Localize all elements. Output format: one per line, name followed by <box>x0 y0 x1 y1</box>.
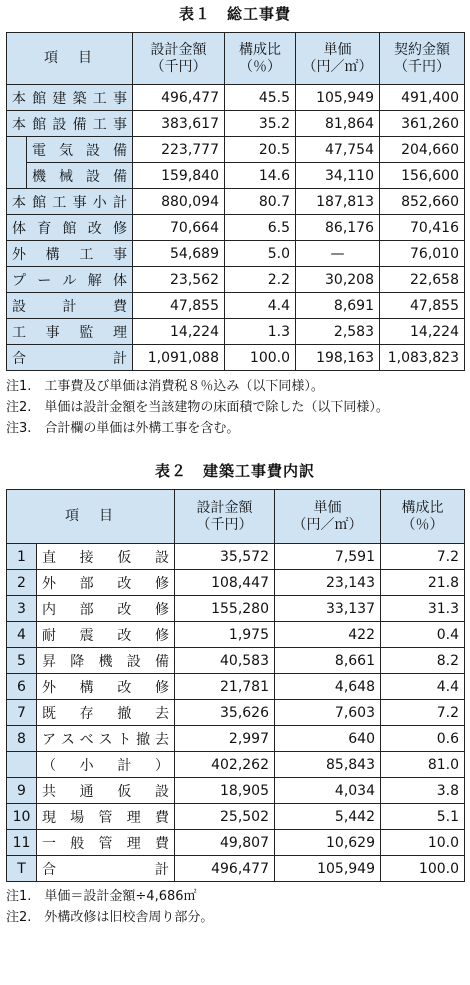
table1-cell: 1.3 <box>225 319 296 345</box>
table2-cell: 7.2 <box>381 700 465 726</box>
table2-row-label: 直 接 仮 設 <box>37 544 175 570</box>
table2-cell: 5.1 <box>381 804 465 830</box>
table2-cell: 31.3 <box>381 596 465 622</box>
table1-row <box>7 267 465 293</box>
table1-row <box>7 189 465 215</box>
table2-cell: 21.8 <box>381 570 465 596</box>
table1-note: 注3. 合計欄の単価は外構工事を含む。 <box>6 421 240 436</box>
table2-row <box>7 778 465 804</box>
table1-cell: 491,400 <box>380 85 465 111</box>
table1-cell: 2,583 <box>296 319 380 345</box>
table1-cell: 81,864 <box>296 111 380 137</box>
table1-row-label: 本 館 設 備 工 事 <box>7 111 133 137</box>
table1-cell: 156,600 <box>380 163 465 189</box>
table1-header-item: 項 目 <box>7 33 133 85</box>
table2-row <box>7 804 465 830</box>
table2-row-label: 既 存 撤 去 <box>37 700 175 726</box>
table1-note: 注2. 単価は設計金額を当該建物の床面積で除した（以下同様）。 <box>6 400 389 415</box>
table1-row-label: プ ー ル 解 体 <box>7 267 133 293</box>
table1-row <box>7 293 465 319</box>
table1-row <box>7 215 465 241</box>
table1-cell: 4.4 <box>225 293 296 319</box>
table1-row-label: 工 事 監 理 <box>7 319 133 345</box>
table1-row-label: 外 構 工 事 <box>7 241 133 267</box>
document-page <box>0 2 470 985</box>
table2-cell: 4.4 <box>381 674 465 700</box>
table1-header-contract-amount: 契約金額 （千円） <box>380 33 465 85</box>
table2-row <box>7 830 465 856</box>
table2-row-label: 現 場 管 理 費 <box>37 804 175 830</box>
table1-cell: 8,691 <box>296 293 380 319</box>
table2-cell: 23,143 <box>275 570 381 596</box>
table2-row-number: 10 <box>7 804 37 830</box>
table1-cell: 496,477 <box>133 85 225 111</box>
table2-row-label: （ 小 計 ） <box>37 752 175 778</box>
table2-cell: 8.2 <box>381 648 465 674</box>
table2-cell: 40,583 <box>175 648 275 674</box>
table2-cell: 85,843 <box>275 752 381 778</box>
table2-row <box>7 570 465 596</box>
table2-row-number: 5 <box>7 648 37 674</box>
table1-cell: 76,010 <box>380 241 465 267</box>
table2-row-label: 外 部 改 修 <box>37 570 175 596</box>
table2-cell: 100.0 <box>381 856 465 882</box>
table1-cell: 23,562 <box>133 267 225 293</box>
table1-row-label: 本 館 工 事 小 計 <box>7 189 133 215</box>
table2-row-number: 1 <box>7 544 37 570</box>
table2-cell: 155,280 <box>175 596 275 622</box>
table1-cell: 1,091,088 <box>133 345 225 371</box>
table2-cell: 496,477 <box>175 856 275 882</box>
table2-header-ratio: 構成比 （％） <box>381 490 465 544</box>
table2-cell: 640 <box>275 726 381 752</box>
table1-row-label: 電 気 設 備 <box>27 137 133 163</box>
table1-cell: 34,110 <box>296 163 380 189</box>
table2-cell: 33,137 <box>275 596 381 622</box>
table2-row-number <box>7 752 37 778</box>
construction-breakdown-table <box>6 489 465 882</box>
table1-cell: 2.2 <box>225 267 296 293</box>
table2-row-label: 耐 震 改 修 <box>37 622 175 648</box>
table1-header-row <box>7 33 465 85</box>
table2-cell: 21,781 <box>175 674 275 700</box>
table2-row-label: ア ス ベ ス ト 撤 去 <box>37 726 175 752</box>
table1-cell: 880,094 <box>133 189 225 215</box>
table2-row-label: 共 通 仮 設 <box>37 778 175 804</box>
table2-row <box>7 674 465 700</box>
table1-cell: 187,813 <box>296 189 380 215</box>
table2-notes <box>6 886 470 928</box>
table2-cell: 108,447 <box>175 570 275 596</box>
table2-cell: 0.6 <box>381 726 465 752</box>
table2-row-label: 合 計 <box>37 856 175 882</box>
table1-row-label: 機 械 設 備 <box>27 163 133 189</box>
table1-cell: 47,855 <box>133 293 225 319</box>
table1-cell: 14,224 <box>380 319 465 345</box>
table1-cell: 361,260 <box>380 111 465 137</box>
table2-row-label: 内 部 改 修 <box>37 596 175 622</box>
table1-cell: 45.5 <box>225 85 296 111</box>
table1-cell: 1,083,823 <box>380 345 465 371</box>
table1-cell: 54,689 <box>133 241 225 267</box>
table2-cell: 7,603 <box>275 700 381 726</box>
table2-header-design-amount: 設計金額 （千円） <box>175 490 275 544</box>
table2-header-item: 項 目 <box>7 490 175 544</box>
table2-row <box>7 648 465 674</box>
table2-row-number: T <box>7 856 37 882</box>
table2-row <box>7 726 465 752</box>
table2-row-number: 4 <box>7 622 37 648</box>
table1-cell: 5.0 <box>225 241 296 267</box>
table2-title: 表２ 建築工事費内訳 <box>154 462 315 480</box>
table1-header-design-amount: 設計金額 （千円） <box>133 33 225 85</box>
table1-note: 注1. 工事費及び単価は消費税８％込み（以下同様）。 <box>6 379 324 394</box>
table1-cell: 14.6 <box>225 163 296 189</box>
table1-row <box>7 241 465 267</box>
table2-row-number: 11 <box>7 830 37 856</box>
table1-cell: 30,208 <box>296 267 380 293</box>
table2-cell: 8,661 <box>275 648 381 674</box>
table2-cell: 1,975 <box>175 622 275 648</box>
table2-header-unit-price: 単価 （円／㎡） <box>275 490 381 544</box>
table2-cell: 4,034 <box>275 778 381 804</box>
table2-cell: 5,442 <box>275 804 381 830</box>
table2-cell: 25,502 <box>175 804 275 830</box>
table2-header-row <box>7 490 465 544</box>
table2-cell: 10,629 <box>275 830 381 856</box>
table1-row <box>7 137 465 163</box>
table1-indent-cell <box>7 137 27 163</box>
table2-row-label: 一 般 管 理 費 <box>37 830 175 856</box>
table2-cell: 0.4 <box>381 622 465 648</box>
table2-cell: 49,807 <box>175 830 275 856</box>
table2-row-label: 昇 降 機 設 備 <box>37 648 175 674</box>
table2-cell: 7.2 <box>381 544 465 570</box>
table2-row-number: 8 <box>7 726 37 752</box>
table2-row <box>7 856 465 882</box>
table1-cell: 159,840 <box>133 163 225 189</box>
table2-row-number: 3 <box>7 596 37 622</box>
table1-cell: 47,855 <box>380 293 465 319</box>
table2-cell: 3.8 <box>381 778 465 804</box>
table1-row <box>7 163 465 189</box>
table1-cell: — <box>296 241 380 267</box>
table2-cell: 402,262 <box>175 752 275 778</box>
table1-notes <box>6 376 470 439</box>
table1-cell: 105,949 <box>296 85 380 111</box>
table2-row <box>7 544 465 570</box>
table2-row-label: 外 構 改 修 <box>37 674 175 700</box>
table1-cell: 70,416 <box>380 215 465 241</box>
table2-cell: 422 <box>275 622 381 648</box>
table1-cell: 22,658 <box>380 267 465 293</box>
table2-row <box>7 596 465 622</box>
table1-row-label: 合 計 <box>7 345 133 371</box>
table1-cell: 6.5 <box>225 215 296 241</box>
table1-row <box>7 319 465 345</box>
table1-row <box>7 85 465 111</box>
table2-cell: 18,905 <box>175 778 275 804</box>
table2-row-number: 6 <box>7 674 37 700</box>
table2-row <box>7 622 465 648</box>
table1-cell: 47,754 <box>296 137 380 163</box>
table1-cell: 14,224 <box>133 319 225 345</box>
table2-note: 注2. 外構改修は旧校舎周り部分。 <box>6 910 214 925</box>
table2-cell: 105,949 <box>275 856 381 882</box>
table2-cell: 7,591 <box>275 544 381 570</box>
table1-cell: 204,660 <box>380 137 465 163</box>
table1-cell: 223,777 <box>133 137 225 163</box>
table1-cell: 20.5 <box>225 137 296 163</box>
table2-row <box>7 752 465 778</box>
table1-header-unit-price: 単価 （円／㎡） <box>296 33 380 85</box>
table1-row-label: 設 計 費 <box>7 293 133 319</box>
table2-cell: 10.0 <box>381 830 465 856</box>
table1-cell: 852,660 <box>380 189 465 215</box>
table2-cell: 35,626 <box>175 700 275 726</box>
table2-note: 注1. 単価＝設計金額÷4,686㎡ <box>6 889 197 904</box>
table2-cell: 81.0 <box>381 752 465 778</box>
table2-cell: 35,572 <box>175 544 275 570</box>
table2-row-number: 9 <box>7 778 37 804</box>
table1-cell: 383,617 <box>133 111 225 137</box>
table2-row <box>7 700 465 726</box>
table1-title: 表１ 総工事費 <box>178 5 291 23</box>
table1-cell: 100.0 <box>225 345 296 371</box>
table2-cell: 2,997 <box>175 726 275 752</box>
table1-cell: 35.2 <box>225 111 296 137</box>
table1-cell: 86,176 <box>296 215 380 241</box>
table1-cell: 80.7 <box>225 189 296 215</box>
table1-header-ratio: 構成比 （％） <box>225 33 296 85</box>
table1-row-label: 本 館 建 築 工 事 <box>7 85 133 111</box>
table1-cell: 70,664 <box>133 215 225 241</box>
table1-row <box>7 111 465 137</box>
table2-row-number: 2 <box>7 570 37 596</box>
table2-row-number: 7 <box>7 700 37 726</box>
total-cost-table <box>6 32 465 371</box>
table1-row-label: 体 育 館 改 修 <box>7 215 133 241</box>
table1-indent-cell <box>7 163 27 189</box>
table2-cell: 4,648 <box>275 674 381 700</box>
table1-cell: 198,163 <box>296 345 380 371</box>
table1-row <box>7 345 465 371</box>
